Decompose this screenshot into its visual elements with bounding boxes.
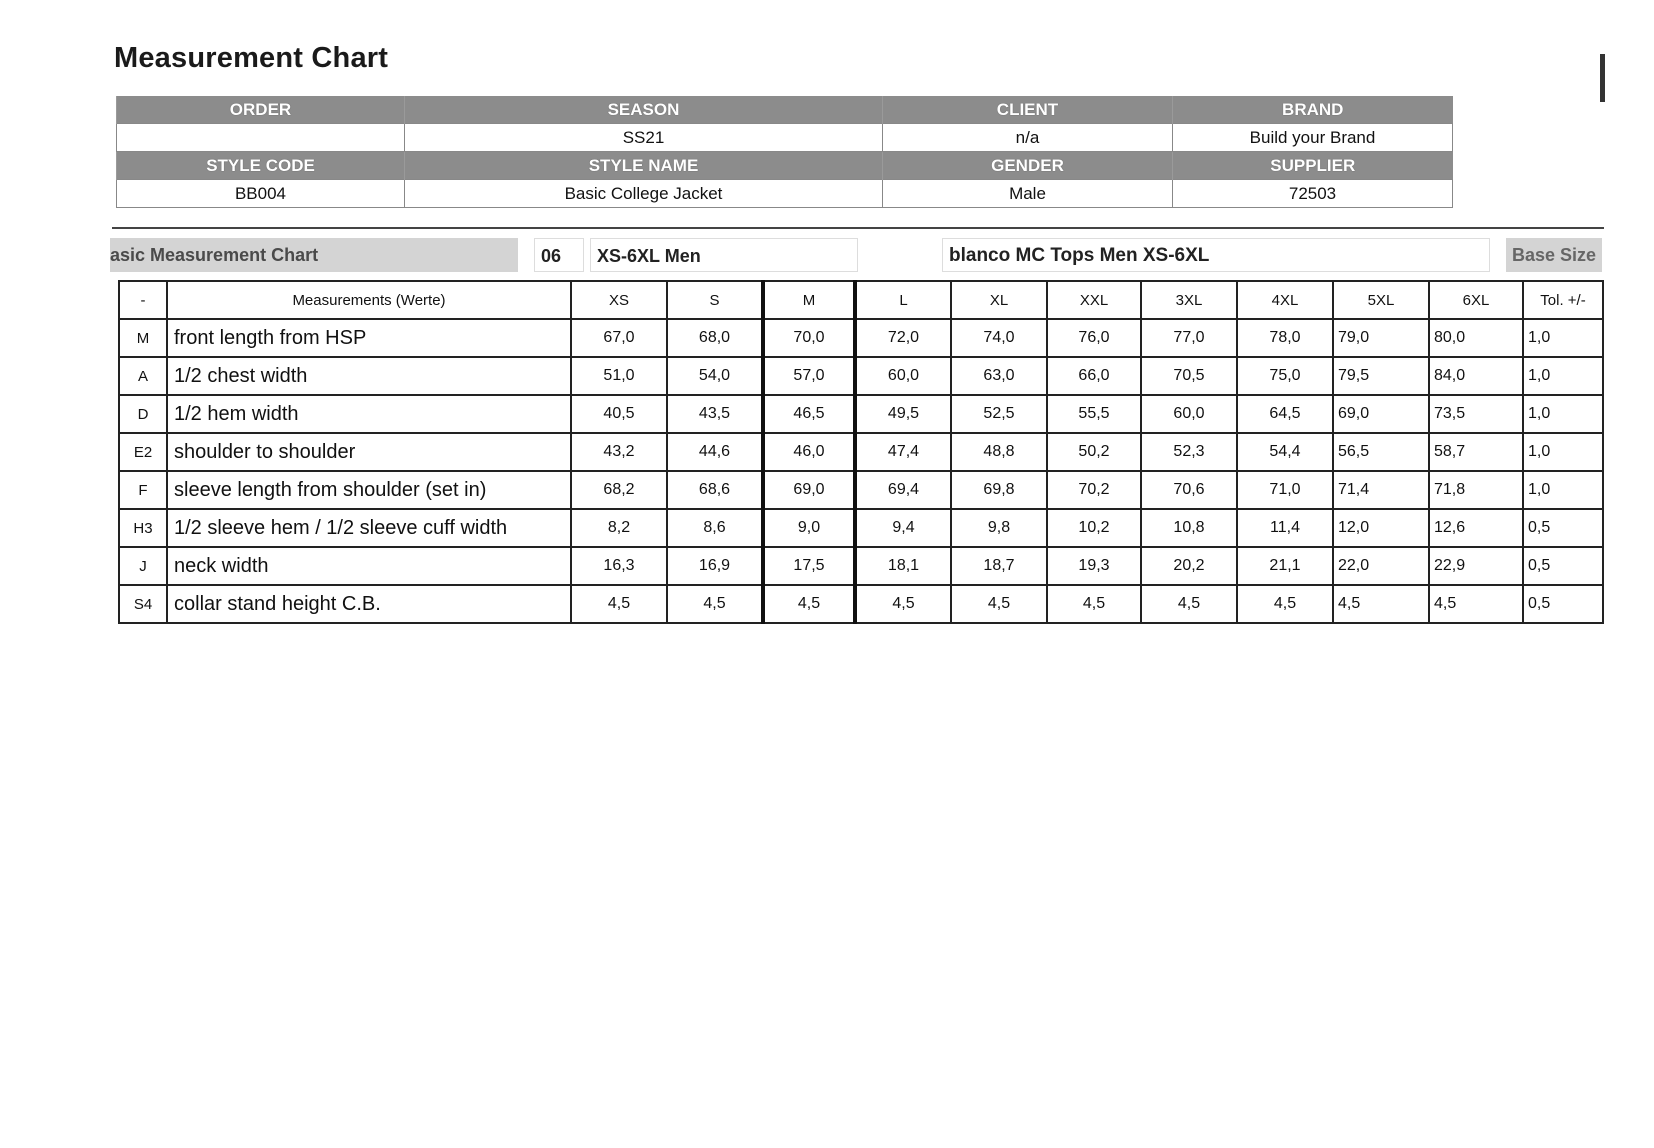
measurement-name: collar stand height C.B. — [167, 585, 571, 623]
measurement-value: 76,0 — [1047, 319, 1141, 357]
table-row — [119, 471, 1603, 509]
size-range-field: XS-6XL Men — [590, 238, 858, 272]
table-row — [119, 509, 1603, 547]
tolerance-value: 0,5 — [1523, 509, 1603, 547]
order-label: ORDER — [117, 96, 405, 124]
measurement-value: 19,3 — [1047, 547, 1141, 585]
column-header-size: 3XL — [1141, 281, 1237, 319]
measurement-code: J — [119, 547, 167, 585]
measurement-value: 49,5 — [855, 395, 951, 433]
base-size-label: Base Size — [1506, 238, 1602, 272]
table-row — [119, 585, 1603, 623]
measurement-value: 56,5 — [1333, 433, 1429, 471]
measurement-value: 69,8 — [951, 471, 1047, 509]
season-label: SEASON — [405, 96, 883, 124]
measurement-value: 70,6 — [1141, 471, 1237, 509]
measurement-value: 12,6 — [1429, 509, 1523, 547]
measurement-value: 79,5 — [1333, 357, 1429, 395]
measurement-value: 47,4 — [855, 433, 951, 471]
measurement-value: 69,0 — [1333, 395, 1429, 433]
table-header-row — [119, 281, 1603, 319]
table-row — [119, 433, 1603, 471]
tolerance-value: 1,0 — [1523, 395, 1603, 433]
template-name-field: blanco MC Tops Men XS-6XL — [942, 238, 1490, 272]
measurement-name: shoulder to shoulder — [167, 433, 571, 471]
measurement-name: 1/2 chest width — [167, 357, 571, 395]
measurement-value: 74,0 — [951, 319, 1047, 357]
table-row — [119, 547, 1603, 585]
column-header-size: S — [667, 281, 763, 319]
measurement-value: 67,0 — [571, 319, 667, 357]
measurement-value: 79,0 — [1333, 319, 1429, 357]
edge-mark — [1600, 54, 1605, 102]
measurement-value: 54,4 — [1237, 433, 1333, 471]
measurement-value: 18,7 — [951, 547, 1047, 585]
column-header-measurement: Measurements (Werte) — [167, 281, 571, 319]
tolerance-value: 0,5 — [1523, 547, 1603, 585]
column-header-size: 6XL — [1429, 281, 1523, 319]
measurement-value: 4,5 — [667, 585, 763, 623]
info-label-row — [117, 96, 1453, 124]
measurement-value: 4,5 — [855, 585, 951, 623]
style-name-label: STYLE NAME — [405, 152, 883, 180]
measurement-value: 10,8 — [1141, 509, 1237, 547]
measurement-value: 12,0 — [1333, 509, 1429, 547]
measurement-value: 4,5 — [1333, 585, 1429, 623]
column-header-code: - — [119, 281, 167, 319]
measurement-name: sleeve length from shoulder (set in) — [167, 471, 571, 509]
measurement-code: M — [119, 319, 167, 357]
measurement-value: 73,5 — [1429, 395, 1523, 433]
measurement-value: 4,5 — [763, 585, 855, 623]
supplier-label: SUPPLIER — [1173, 152, 1453, 180]
chart-type-label: asic Measurement Chart — [110, 238, 518, 272]
measurement-value: 18,1 — [855, 547, 951, 585]
client-value: n/a — [883, 124, 1173, 152]
measurement-value: 71,8 — [1429, 471, 1523, 509]
gender-value: Male — [883, 180, 1173, 208]
measurement-value: 52,3 — [1141, 433, 1237, 471]
measurement-code: A — [119, 357, 167, 395]
measurement-value: 4,5 — [1237, 585, 1333, 623]
info-label-row — [117, 152, 1453, 180]
style-name-value: Basic College Jacket — [405, 180, 883, 208]
measurement-value: 77,0 — [1141, 319, 1237, 357]
measurement-name: 1/2 sleeve hem / 1/2 sleeve cuff width — [167, 509, 571, 547]
measurement-value: 70,5 — [1141, 357, 1237, 395]
measurement-value: 70,0 — [763, 319, 855, 357]
column-header-size: XS — [571, 281, 667, 319]
table-row — [119, 395, 1603, 433]
measurement-value: 9,0 — [763, 509, 855, 547]
measurement-value: 70,2 — [1047, 471, 1141, 509]
measurement-value: 4,5 — [1429, 585, 1523, 623]
info-value-row — [117, 124, 1453, 152]
measurement-code: E2 — [119, 433, 167, 471]
measurement-value: 75,0 — [1237, 357, 1333, 395]
measurement-value: 4,5 — [1047, 585, 1141, 623]
style-code-label: STYLE CODE — [117, 152, 405, 180]
measurement-value: 21,1 — [1237, 547, 1333, 585]
measurement-value: 43,2 — [571, 433, 667, 471]
measurement-value: 57,0 — [763, 357, 855, 395]
measurement-value: 78,0 — [1237, 319, 1333, 357]
measurement-code: S4 — [119, 585, 167, 623]
measurement-value: 63,0 — [951, 357, 1047, 395]
brand-label: BRAND — [1173, 96, 1453, 124]
gender-label: GENDER — [883, 152, 1173, 180]
measurement-value: 8,2 — [571, 509, 667, 547]
brand-value: Build your Brand — [1173, 124, 1453, 152]
measurement-value: 50,2 — [1047, 433, 1141, 471]
measurement-value: 43,5 — [667, 395, 763, 433]
measurement-value: 17,5 — [763, 547, 855, 585]
measurement-value: 9,8 — [951, 509, 1047, 547]
style-code-value: BB004 — [117, 180, 405, 208]
measurement-value: 11,4 — [1237, 509, 1333, 547]
measurement-value: 20,2 — [1141, 547, 1237, 585]
measurement-value: 16,9 — [667, 547, 763, 585]
measurement-value: 54,0 — [667, 357, 763, 395]
measurement-value: 22,9 — [1429, 547, 1523, 585]
column-header-size: M — [763, 281, 855, 319]
measurement-table — [118, 280, 1604, 624]
tolerance-value: 1,0 — [1523, 471, 1603, 509]
tolerance-value: 1,0 — [1523, 319, 1603, 357]
measurement-value: 22,0 — [1333, 547, 1429, 585]
column-header-size: 5XL — [1333, 281, 1429, 319]
chart-code-field: 06 — [534, 238, 584, 272]
measurement-value: 55,5 — [1047, 395, 1141, 433]
table-row — [119, 357, 1603, 395]
column-header-tolerance: Tol. +/- — [1523, 281, 1603, 319]
measurement-value: 4,5 — [1141, 585, 1237, 623]
measurement-code: F — [119, 471, 167, 509]
measurement-code: H3 — [119, 509, 167, 547]
measurement-value: 84,0 — [1429, 357, 1523, 395]
measurement-value: 46,0 — [763, 433, 855, 471]
section-divider — [112, 227, 1604, 229]
measurement-value: 66,0 — [1047, 357, 1141, 395]
column-header-size: XL — [951, 281, 1047, 319]
measurement-value: 64,5 — [1237, 395, 1333, 433]
measurement-value: 58,7 — [1429, 433, 1523, 471]
table-row — [119, 319, 1603, 357]
measurement-value: 60,0 — [855, 357, 951, 395]
measurement-value: 51,0 — [571, 357, 667, 395]
measurement-value: 40,5 — [571, 395, 667, 433]
measurement-name: neck width — [167, 547, 571, 585]
measurement-value: 71,0 — [1237, 471, 1333, 509]
measurement-value: 44,6 — [667, 433, 763, 471]
order-info-table — [116, 96, 1453, 208]
measurement-value: 80,0 — [1429, 319, 1523, 357]
measurement-value: 4,5 — [951, 585, 1047, 623]
measurement-value: 48,8 — [951, 433, 1047, 471]
measurement-value: 68,6 — [667, 471, 763, 509]
measurement-value: 71,4 — [1333, 471, 1429, 509]
tolerance-value: 1,0 — [1523, 433, 1603, 471]
client-label: CLIENT — [883, 96, 1173, 124]
measurement-value: 68,0 — [667, 319, 763, 357]
column-header-size: 4XL — [1237, 281, 1333, 319]
measurement-name: front length from HSP — [167, 319, 571, 357]
measurement-value: 16,3 — [571, 547, 667, 585]
measurement-value: 46,5 — [763, 395, 855, 433]
page-title: Measurement Chart — [114, 42, 389, 74]
order-value — [117, 124, 405, 152]
tolerance-value: 1,0 — [1523, 357, 1603, 395]
measurement-value: 10,2 — [1047, 509, 1141, 547]
season-value: SS21 — [405, 124, 883, 152]
measurement-value: 60,0 — [1141, 395, 1237, 433]
supplier-value: 72503 — [1173, 180, 1453, 208]
measurement-value: 9,4 — [855, 509, 951, 547]
column-header-size: XXL — [1047, 281, 1141, 319]
measurement-value: 69,0 — [763, 471, 855, 509]
column-header-size: L — [855, 281, 951, 319]
measurement-value: 52,5 — [951, 395, 1047, 433]
measurement-name: 1/2 hem width — [167, 395, 571, 433]
measurement-value: 4,5 — [571, 585, 667, 623]
measurement-value: 72,0 — [855, 319, 951, 357]
info-value-row — [117, 180, 1453, 208]
tolerance-value: 0,5 — [1523, 585, 1603, 623]
measurement-code: D — [119, 395, 167, 433]
measurement-value: 8,6 — [667, 509, 763, 547]
measurement-value: 68,2 — [571, 471, 667, 509]
measurement-value: 69,4 — [855, 471, 951, 509]
